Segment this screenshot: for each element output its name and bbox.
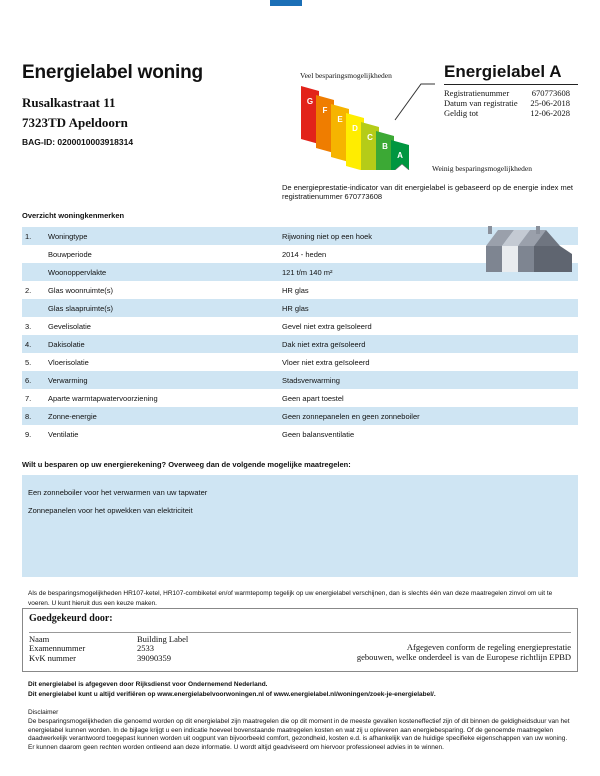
- approved-divider: [29, 632, 571, 633]
- scale-band-letter: D: [352, 124, 358, 133]
- bag-id: BAG-ID: 0200010003918314: [22, 137, 134, 147]
- row-house-icon: [484, 224, 574, 274]
- approved-key: Naam: [29, 634, 50, 644]
- row-number: 9.: [25, 430, 32, 439]
- row-number: 5.: [25, 358, 32, 367]
- conform-line-2: gebouwen, welke onderdeel is van de Europese richtlijn EPBD: [356, 652, 571, 662]
- scale-band-letter: G: [306, 97, 314, 106]
- table-row: [22, 281, 578, 299]
- scale-band-letter: C: [367, 133, 373, 142]
- row-value: Gevel niet extra geïsoleerd: [282, 322, 372, 331]
- row-label: Woonoppervlakte: [48, 268, 107, 277]
- scale-band-letter: B: [382, 142, 388, 151]
- table-row: [22, 371, 578, 389]
- approved-value: Building Label: [137, 634, 189, 644]
- address-street: Rusalkastraat 11: [22, 95, 116, 110]
- measures-note: Als de besparingsmogelijkheden HR107-ketel, HR107-combiketel en/of warmtepomp tegelijk op uw energielabel verschijnen, dan is slechts één van deze maatregelen zinvol om uit te voeren. U kunt hieruit dus een keuze maken.: [28, 590, 553, 607]
- row-value: 2014 - heden: [282, 250, 327, 259]
- verify-text: Dit energielabel kunt u altijd verifiëren op www.energielabelvoorwoningen.nl of www.energielabel.nl/woningen/zoek-je-energielabel/.: [28, 691, 436, 698]
- scale-band-letter: E: [337, 115, 343, 124]
- row-value: Rijwoning niet op een hoek: [282, 232, 373, 241]
- label-value: 12-06-2028: [530, 108, 570, 118]
- row-number: 1.: [25, 232, 32, 241]
- row-number: 2.: [25, 286, 32, 295]
- row-number: 7.: [25, 394, 32, 403]
- advice-question: Wilt u besparen op uw energierekening? Overweeg dan de volgende mogelijke maatregelen:: [22, 460, 351, 469]
- row-label: Verwarming: [48, 376, 88, 385]
- approved-heading: Goedgekeurd door:: [29, 613, 113, 624]
- scale-band-letter: A: [397, 151, 403, 160]
- row-label: Zonne-energie: [48, 412, 97, 421]
- page-title: Energielabel woning: [22, 62, 203, 83]
- conform-line-1: Afgegeven conform de regeling energieprestatie: [406, 642, 571, 652]
- label-key: Registratienummer: [444, 88, 510, 98]
- advice-item: Een zonneboiler voor het verwarmen van uw tapwater: [28, 488, 208, 497]
- row-value: Geen apart toestel: [282, 394, 344, 403]
- indicator-text: De energieprestatie-indicator van dit energielabel is gebaseerd op de energie index met registratienummer 670773608: [282, 183, 574, 201]
- scale-pointer-line: [395, 84, 435, 120]
- scale-bottom-caption: Weinig besparingsmogelijkheden: [432, 164, 532, 173]
- scale-band-letter: F: [322, 106, 328, 115]
- table-row: [22, 299, 578, 317]
- overview-heading: Overzicht woningkenmerken: [22, 211, 125, 220]
- row-number: 4.: [25, 340, 32, 349]
- label-value: 670773608: [531, 88, 570, 98]
- label-key: Datum van registratie: [444, 98, 518, 108]
- row-label: Bouwperiode: [48, 250, 92, 259]
- row-number: 6.: [25, 376, 32, 385]
- table-row: [22, 335, 578, 353]
- row-label: Ventilatie: [48, 430, 79, 439]
- row-value: HR glas: [282, 286, 309, 295]
- row-label: Woningtype: [48, 232, 88, 241]
- row-value: Dak niet extra geïsoleerd: [282, 340, 366, 349]
- row-label: Vloerisolatie: [48, 358, 89, 367]
- row-value: HR glas: [282, 304, 309, 313]
- row-number: 8.: [25, 412, 32, 421]
- advice-box: [22, 475, 578, 577]
- row-label: Dakisolatie: [48, 340, 85, 349]
- row-label: Glas woonruimte(s): [48, 286, 114, 295]
- row-value: Geen zonnepanelen en geen zonneboiler: [282, 412, 420, 421]
- row-value: Geen balansventilatie: [282, 430, 355, 439]
- issued-by: Dit energielabel is afgegeven door Rijksdienst voor Ondernemend Nederland.: [28, 681, 268, 688]
- row-label: Glas slaapruimte(s): [48, 304, 114, 313]
- label-key: Geldig tot: [444, 108, 479, 118]
- label-title: Energielabel A: [444, 62, 562, 81]
- label-divider: [444, 84, 578, 85]
- approved-value: 2533: [137, 643, 154, 653]
- approved-value: 39090359: [137, 653, 171, 663]
- energy-scale-chart: [295, 80, 435, 170]
- row-label: Aparte warmtapwatervoorziening: [48, 394, 158, 403]
- row-number: 3.: [25, 322, 32, 331]
- approved-box: [22, 608, 578, 672]
- approved-key: Examennummer: [29, 643, 86, 653]
- disclaimer-heading: Disclaimer: [28, 709, 59, 716]
- table-row: [22, 407, 578, 425]
- row-value: 121 t/m 140 m²: [282, 268, 333, 277]
- scale-top-caption: Veel besparingsmogelijkheden: [300, 71, 392, 80]
- row-value: Stadsverwarming: [282, 376, 340, 385]
- approved-key: KvK nummer: [29, 653, 76, 663]
- row-value: Vloer niet extra geïsoleerd: [282, 358, 370, 367]
- disclaimer-text: De besparingsmogelijkheden die genoemd worden op dit energielabel zijn maatregelen die op dit moment in de meeste gevallen kosteneffectief zijn of dit binnen de geldigheidsduur van het energielabel kunnen worden. In de bijlage krijgt u een indicatie hoeveel bovenstaande maatregelen kosten en wat zij u opleveren aan energiebesparing. Of de genoemde maatregelen daadwerkelijk verantwoord toegepast kunnen worden uit oogpunt van bijvoorbeeld comfort, gezondheid, kosten e.d. is afhankelijk van de huidige specifieke eigenschappen van uw woning. Er kunnen daarom geen rechten worden ontleend aan deze informatie. U wordt altijd geadviseerd om hiervoor professioneel advies in te winnen.: [28, 718, 570, 751]
- table-row: [22, 317, 578, 335]
- top-accent-bar: [270, 0, 302, 6]
- table-row: [22, 389, 578, 407]
- label-value: 25-06-2018: [530, 98, 570, 108]
- address-city: 7323TD Apeldoorn: [22, 115, 128, 130]
- table-row: [22, 353, 578, 371]
- advice-item: Zonnepanelen voor het opwekken van elektriciteit: [28, 506, 193, 515]
- row-label: Gevelisolatie: [48, 322, 91, 331]
- table-row: [22, 425, 578, 443]
